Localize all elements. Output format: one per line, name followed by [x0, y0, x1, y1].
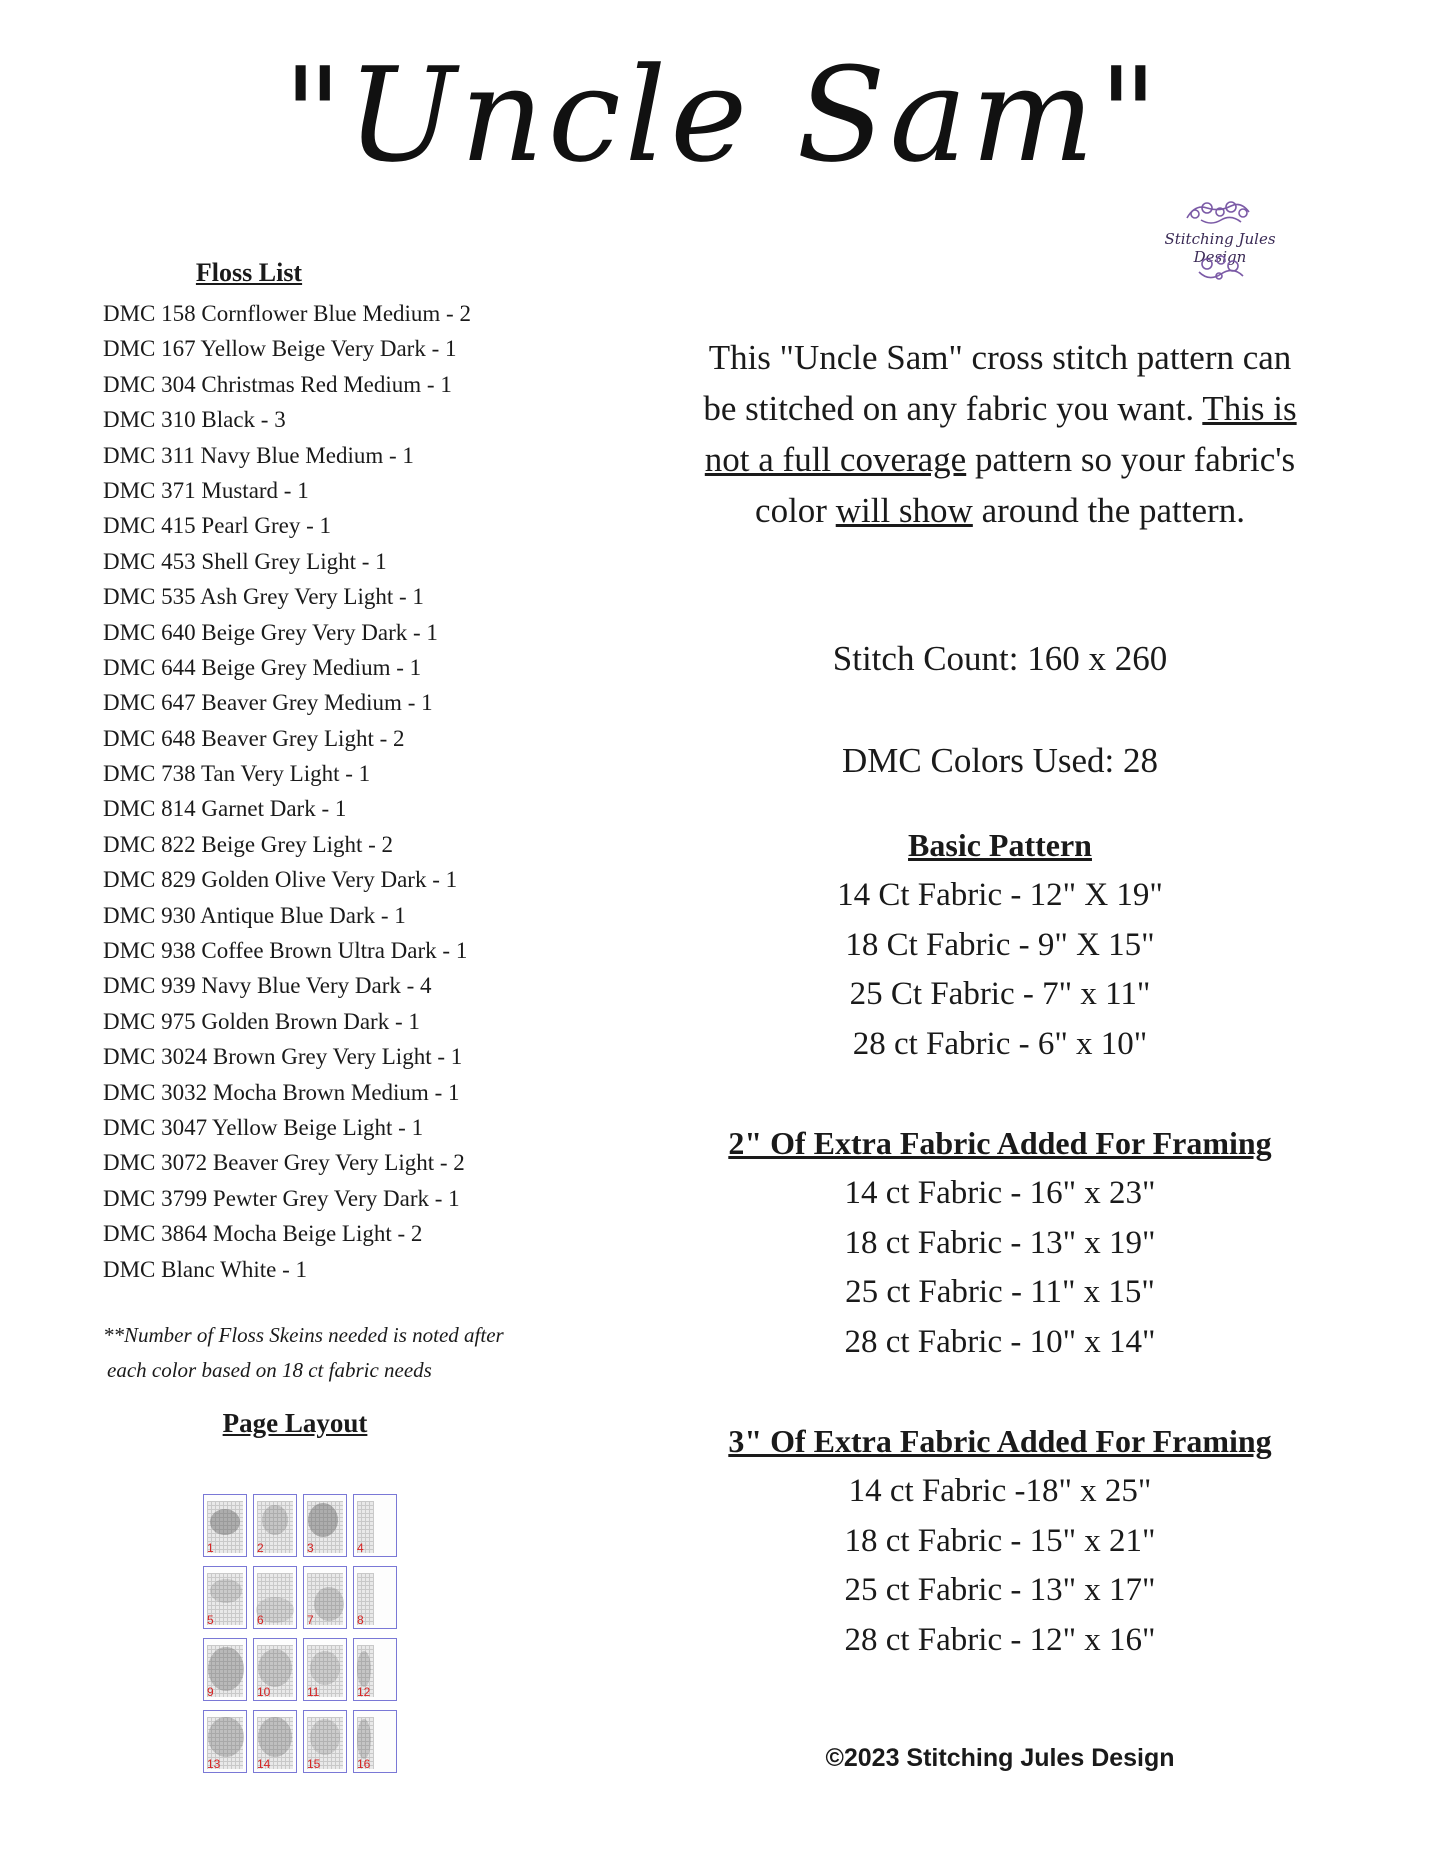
page-number: 11: [307, 1685, 320, 1699]
page-number: 4: [357, 1541, 364, 1555]
list-item: DMC 3072 Beaver Grey Very Light - 2: [103, 1150, 465, 1176]
floss-list: [103, 296, 471, 1287]
page-thumbnail: [253, 1638, 297, 1701]
swirl-ornament-bottom-icon: [1185, 250, 1255, 290]
list-item: 14 Ct Fabric - 12" X 19": [837, 877, 1163, 913]
pattern-description: [700, 332, 1300, 536]
swirl-ornament-icon: [1165, 198, 1275, 232]
list-item: DMC 310 Black - 3: [103, 407, 286, 433]
logo-text: Stitching Jules Design: [1164, 230, 1276, 266]
page-thumbnail: [303, 1494, 347, 1557]
list-item: DMC 939 Navy Blue Very Dark - 4: [103, 973, 432, 999]
page-number: 6: [257, 1613, 264, 1627]
list-item: DMC 814 Garnet Dark - 1: [103, 796, 347, 822]
page-number: 14: [257, 1757, 271, 1771]
description-underline-show: will show: [835, 491, 973, 530]
page-thumbnail: [253, 1566, 297, 1629]
description-text: around the pattern.: [972, 491, 1245, 530]
list-item: DMC 938 Coffee Brown Ultra Dark - 1: [103, 938, 468, 964]
list-item: DMC 3024 Brown Grey Very Light - 1: [103, 1044, 463, 1070]
list-item: DMC 648 Beaver Grey Light - 2: [103, 725, 405, 751]
page-thumbnail: [203, 1566, 247, 1629]
page-thumbnail: [303, 1566, 347, 1629]
extra-2in-sizes: [700, 1169, 1300, 1367]
stitch-count: Stitch Count: 160 x 260: [832, 639, 1168, 678]
copyright: ©2023 Stitching Jules Design: [825, 1744, 1175, 1772]
list-item: 18 Ct Fabric - 9" X 15": [845, 926, 1155, 963]
page-thumbnail: [253, 1710, 297, 1773]
page-layout-grid: [203, 1494, 403, 1778]
list-item: 28 ct Fabric - 6" x 10": [852, 1025, 1148, 1062]
list-item: DMC 829 Golden Olive Very Dark - 1: [103, 867, 458, 893]
page-thumbnail: [353, 1566, 397, 1629]
list-item: DMC 3047 Yellow Beige Light - 1: [103, 1114, 424, 1140]
page-thumbnail: [353, 1494, 397, 1557]
list-item: 25 ct Fabric - 13" x 17": [844, 1572, 1156, 1608]
list-item: DMC 311 Navy Blue Medium - 1: [103, 442, 414, 468]
page-number: 1: [207, 1541, 214, 1555]
list-item: DMC 822 Beige Grey Light - 2: [103, 831, 394, 857]
page-number: 2: [257, 1541, 264, 1555]
list-item: DMC 930 Antique Blue Dark - 1: [103, 902, 406, 928]
list-item: 28 ct Fabric - 10" x 14": [844, 1323, 1156, 1360]
page-number: 8: [357, 1613, 364, 1627]
list-item: 25 Ct Fabric - 7" x 11": [849, 976, 1151, 1012]
page-number: 13: [207, 1757, 221, 1771]
page-number: 15: [307, 1757, 321, 1771]
description-text: pattern so your fabric's color: [755, 440, 1296, 530]
list-item: DMC 167 Yellow Beige Very Dark - 1: [103, 336, 457, 362]
list-item: 14 ct Fabric - 16" x 23": [844, 1175, 1156, 1211]
list-item: 18 ct Fabric - 15" x 21": [844, 1522, 1156, 1559]
page-number: 16: [357, 1757, 371, 1771]
list-item: 18 ct Fabric - 13" x 19": [844, 1224, 1156, 1261]
list-item: DMC 304 Christmas Red Medium - 1: [103, 371, 452, 397]
basic-pattern-heading: Basic Pattern: [908, 827, 1092, 863]
list-item: DMC 158 Cornflower Blue Medium - 2: [103, 301, 471, 326]
page-thumbnail: [353, 1710, 397, 1773]
page-thumbnail: [203, 1494, 247, 1557]
floss-note-line1: **Number of Floss Skeins needed is noted after: [103, 1323, 504, 1347]
page-thumbnail: [303, 1710, 347, 1773]
page-thumbnail: [303, 1638, 347, 1701]
list-item: DMC 3864 Mocha Beige Light - 2: [103, 1221, 423, 1247]
page-thumbnail: [253, 1494, 297, 1557]
list-item: DMC 371 Mustard - 1: [103, 477, 309, 503]
list-item: 14 ct Fabric -18" x 25": [848, 1473, 1152, 1509]
page-layout-heading: Page Layout: [222, 1408, 368, 1438]
list-item: DMC 415 Pearl Grey - 1: [103, 513, 332, 539]
extra-3in-sizes: [700, 1467, 1300, 1665]
page-number: 7: [307, 1613, 314, 1627]
floss-list-heading: Floss List: [195, 258, 303, 287]
brand-logo: [1140, 198, 1300, 290]
list-item: DMC 647 Beaver Grey Medium - 1: [103, 690, 433, 716]
page-number: 12: [357, 1685, 371, 1699]
page-title: "Uncle Sam": [282, 39, 1163, 191]
page-number: 5: [207, 1613, 214, 1627]
colors-used: DMC Colors Used: 28: [842, 741, 1158, 780]
extra-3in-heading: 3" Of Extra Fabric Added For Framing: [728, 1423, 1272, 1459]
list-item: DMC 535 Ash Grey Very Light - 1: [103, 584, 424, 610]
list-item: DMC 644 Beige Grey Medium - 1: [103, 654, 422, 680]
floss-note-line2: each color based on 18 ct fabric needs: [107, 1358, 432, 1382]
extra-2in-heading: 2" Of Extra Fabric Added For Framing: [728, 1125, 1272, 1161]
list-item: DMC Blanc White - 1: [103, 1256, 307, 1282]
basic-pattern-sizes: [700, 871, 1300, 1069]
page-number: 10: [257, 1685, 271, 1699]
list-item: DMC 738 Tan Very Light - 1: [103, 761, 371, 787]
page-thumbnail: [203, 1710, 247, 1773]
page-thumbnail: [203, 1638, 247, 1701]
floss-note: [103, 1318, 573, 1388]
list-item: DMC 640 Beige Grey Very Dark - 1: [103, 619, 438, 645]
list-item: 25 ct Fabric - 11" x 15": [845, 1274, 1155, 1310]
list-item: 28 ct Fabric - 12" x 16": [844, 1621, 1156, 1658]
list-item: DMC 3032 Mocha Brown Medium - 1: [103, 1079, 460, 1105]
page-thumbnail: [353, 1638, 397, 1701]
list-item: DMC 3799 Pewter Grey Very Dark - 1: [103, 1185, 460, 1211]
description-underline-coverage: This is not a full coverage: [704, 389, 1297, 479]
page-number: 9: [207, 1685, 214, 1699]
list-item: DMC 453 Shell Grey Light - 1: [103, 548, 387, 574]
description-text: This "Uncle Sam" cross stitch pattern can be stitched on any fabric you want.: [703, 338, 1292, 428]
list-item: DMC 975 Golden Brown Dark - 1: [103, 1008, 420, 1034]
page-number: 3: [307, 1541, 314, 1555]
